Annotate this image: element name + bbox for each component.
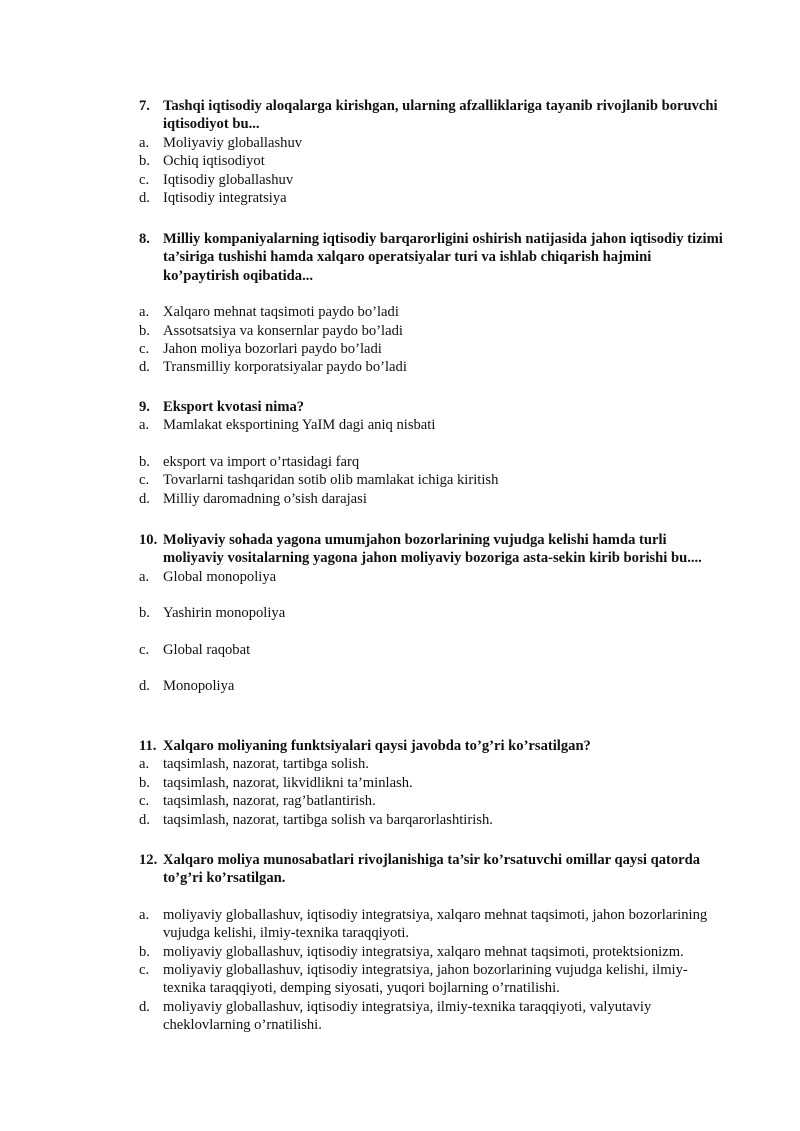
- option-letter: d.: [139, 190, 150, 207]
- option-letter: a.: [139, 417, 150, 434]
- option-text: Iqtisodiy integratsiya: [163, 190, 287, 207]
- option-letter: a.: [139, 568, 150, 585]
- question-text: Tashqi iqtisodiy aloqalarga kirishgan, ularning afzalliklariga tayanib rivojlanib boruvchi iqtisodiyot bu...: [163, 98, 718, 133]
- question-text: Xalqaro moliyaning funktsiyalari qaysi javobda to’g’ri ko’rsatilgan?: [163, 738, 591, 754]
- question-number: 8.: [139, 231, 150, 247]
- option-text: Iqtisodiy globallashuv: [163, 171, 294, 188]
- question-number: 10.: [139, 532, 158, 548]
- option-letter: c.: [139, 341, 150, 358]
- option-letter: a.: [139, 134, 150, 151]
- option-letter: d.: [139, 998, 150, 1015]
- option-letter: b.: [139, 322, 150, 339]
- option-d: [139, 998, 730, 1035]
- option-letter: c.: [139, 793, 150, 810]
- option-letter: a.: [139, 906, 150, 923]
- question-title: [139, 737, 730, 755]
- option-a: [139, 755, 730, 773]
- question-title: [139, 97, 730, 134]
- option-b: [139, 453, 730, 471]
- question-text: Milliy kompaniyalarning iqtisodiy barqarorligini oshirish natijasida jahon iqtisodiy tizimi ta’siriga tushishi hamda xalqaro operatsiyalar turi va ishlab chiqarish hajmini ko’paytirish oqibatida...: [163, 231, 723, 284]
- option-text: taqsimlash, nazorat, tartibga solish.: [163, 756, 369, 773]
- option-c: [139, 471, 730, 489]
- option-letter: b.: [139, 605, 150, 622]
- option-c: [139, 792, 730, 810]
- option-b: [139, 604, 730, 622]
- option-text: moliyaviy globallashuv, iqtisodiy integratsiya, jahon bozorlarining vujudga kelishi, ilmiy-texnika taraqqiyoti, demping siyosati, yuqori bojlarning o’rnatilishi.: [163, 962, 688, 997]
- option-d: [139, 189, 730, 207]
- question-7: [139, 97, 730, 207]
- question-title: [139, 398, 730, 416]
- option-text: Monopoliya: [163, 678, 235, 695]
- question-number: 7.: [139, 98, 150, 114]
- option-c: [139, 340, 730, 358]
- question-8: [139, 230, 730, 377]
- option-text: Yashirin monopoliya: [163, 605, 286, 622]
- option-text: Transmilliy korporatsiyalar paydo bo’ladi: [163, 359, 407, 376]
- option-letter: d.: [139, 359, 150, 376]
- question-10: [139, 531, 730, 695]
- option-letter: b.: [139, 453, 150, 470]
- option-text: Xalqaro mehnat taqsimoti paydo bo’ladi: [163, 304, 399, 321]
- option-letter: d.: [139, 811, 150, 828]
- option-d: [139, 677, 730, 695]
- option-text: Assotsatsiya va konsernlar paydo bo’ladi: [163, 322, 403, 339]
- option-text: Jahon moliya bozorlari paydo bo’ladi: [163, 341, 382, 358]
- option-text: eksport va import o’rtasidagi farq: [163, 453, 360, 470]
- option-c: [139, 641, 730, 659]
- option-text: Moliyaviy globallashuv: [163, 134, 303, 151]
- option-text: taqsimlash, nazorat, likvidlikni ta’minlash.: [163, 774, 413, 791]
- option-c: [139, 961, 730, 998]
- option-letter: c.: [139, 962, 150, 979]
- option-d: [139, 358, 730, 376]
- option-text: Mamlakat eksportining YaIM dagi aniq nisbati: [163, 417, 436, 434]
- option-c: [139, 171, 730, 189]
- option-text: Ochiq iqtisodiyot: [163, 153, 265, 170]
- question-9: [139, 398, 730, 508]
- option-text: Global raqobat: [163, 641, 251, 658]
- option-d: [139, 811, 730, 829]
- question-number: 12.: [139, 852, 158, 868]
- question-title: [139, 531, 730, 568]
- option-letter: b.: [139, 943, 150, 960]
- option-text: Milliy daromadning o’sish darajasi: [163, 490, 367, 507]
- question-text: Eksport kvotasi nima?: [163, 399, 305, 415]
- option-letter: c.: [139, 641, 150, 658]
- option-letter: c.: [139, 472, 150, 489]
- option-letter: c.: [139, 171, 150, 188]
- option-b: [139, 322, 730, 340]
- option-b: [139, 152, 730, 170]
- question-text: Moliyaviy sohada yagona umumjahon bozorlarining vujudga kelishi hamda turli moliyaviy vositalarning yagona jahon moliyaviy bozoriga asta-sekin kirib borishi bu....: [163, 532, 702, 567]
- option-text: Global monopoliya: [163, 568, 277, 585]
- option-letter: b.: [139, 153, 150, 170]
- option-letter: d.: [139, 678, 150, 695]
- question-text: Xalqaro moliya munosabatlari rivojlanishiga ta’sir ko’rsatuvchi omillar qaysi qatorda to’g’ri ko’rsatilgan.: [163, 852, 701, 887]
- option-text: moliyaviy globallashuv, iqtisodiy integratsiya, xalqaro mehnat taqsimoti, protektsionizm.: [163, 943, 684, 960]
- option-a: [139, 568, 730, 586]
- option-text: taqsimlash, nazorat, tartibga solish va barqarorlashtirish.: [163, 811, 493, 828]
- question-title: [139, 230, 730, 285]
- option-letter: a.: [139, 304, 150, 321]
- option-a: [139, 906, 730, 943]
- option-b: [139, 774, 730, 792]
- question-12: [139, 851, 730, 1035]
- question-11: [139, 737, 730, 829]
- option-a: [139, 303, 730, 321]
- option-letter: b.: [139, 774, 150, 791]
- question-number: 11.: [139, 738, 157, 754]
- question-title: [139, 851, 730, 888]
- option-text: taqsimlash, nazorat, rag’batlantirish.: [163, 793, 376, 810]
- option-b: [139, 943, 730, 961]
- option-text: moliyaviy globallashuv, iqtisodiy integratsiya, ilmiy-texnika taraqqiyoti, valyutaviy cheklovlarning o’rnatilishi.: [163, 998, 652, 1034]
- question-number: 9.: [139, 399, 150, 415]
- option-letter: a.: [139, 756, 150, 773]
- option-text: Tovarlarni tashqaridan sotib olib mamlakat ichiga kiritish: [163, 472, 499, 489]
- option-d: [139, 490, 730, 508]
- option-a: [139, 134, 730, 152]
- option-letter: d.: [139, 490, 150, 507]
- option-text: moliyaviy globallashuv, iqtisodiy integratsiya, xalqaro mehnat taqsimoti, jahon bozorlarining vujudga kelishi, ilmiy-texnika taraqqiyoti.: [163, 906, 708, 942]
- option-a: [139, 416, 730, 434]
